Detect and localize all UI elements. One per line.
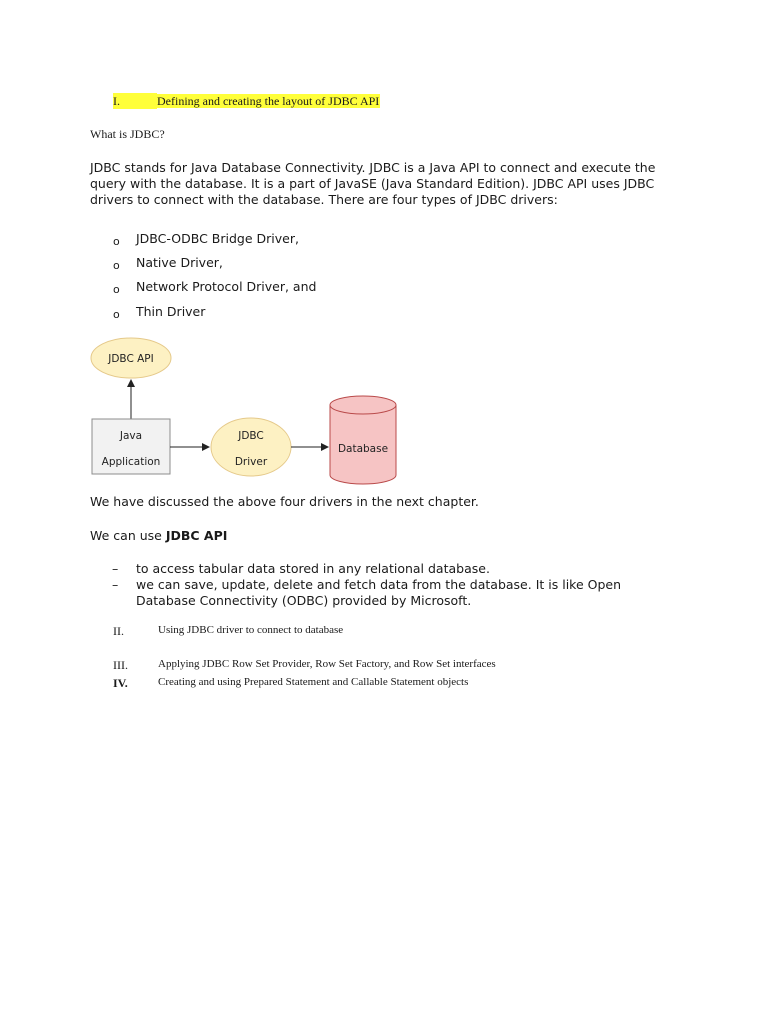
use-jdbc-bold: JDBC API xyxy=(165,528,228,543)
list-item: JDBC-ODBC Bridge Driver, xyxy=(136,231,299,246)
database-node xyxy=(330,396,396,484)
list-item: Native Driver, xyxy=(136,255,223,270)
java-application-label-line1: Java xyxy=(119,430,143,442)
list-item: we can save, update, delete and fetch data from the database. It is like Open xyxy=(136,577,622,592)
intro-paragraph: JDBC stands for Java Database Connectivity. JDBC is a Java API to connect and execute the query with the database. It is a part of JavaSE (Java Standard Edition). JDBC API uses JDBC drivers to connect with the database. There are four types of JDBC drivers: xyxy=(90,160,656,207)
list-item: Network Protocol Driver, and xyxy=(136,279,317,294)
database-label: Database xyxy=(337,443,389,455)
list-item-continued: Database Connectivity (ODBC) provided by Microsoft. xyxy=(136,593,472,608)
list-item: Thin Driver xyxy=(136,304,206,319)
heading-i-title: Defining and creating the layout of JDBC API xyxy=(157,94,380,108)
section-title: Using JDBC driver to connect to database xyxy=(158,624,344,636)
bullet-marker: o xyxy=(113,235,120,248)
list-item: to access tabular data stored in any relational database. xyxy=(136,561,490,576)
java-application-label-line2: Application xyxy=(101,456,161,468)
use-jdbc-prefix: We can use xyxy=(90,528,166,543)
jdbc-driver-label-line1: JDBC xyxy=(238,430,264,442)
jdbc-api-label: JDBC API xyxy=(108,353,154,365)
bullet-marker: o xyxy=(113,259,120,272)
section-title: Applying JDBC Row Set Provider, Row Set Factory, and Row Set interfaces xyxy=(158,658,496,670)
heading-i-numeral: I. xyxy=(113,93,157,109)
section-numeral: III. xyxy=(113,658,128,672)
what-is-jdbc: What is JDBC? xyxy=(90,127,165,141)
jdbc-driver-label-line2: Driver xyxy=(234,456,268,468)
section-title: Creating and using Prepared Statement and Callable Statement objects xyxy=(158,676,469,688)
dash-marker: – xyxy=(112,561,119,576)
discussed-line: We have discussed the above four drivers in the next chapter. xyxy=(90,494,479,509)
dash-marker: – xyxy=(112,577,119,592)
bullet-marker: o xyxy=(113,308,120,321)
section-numeral: IV. xyxy=(113,676,128,690)
bullet-marker: o xyxy=(113,283,120,296)
section-numeral: II. xyxy=(113,624,124,638)
use-jdbc-line xyxy=(90,528,227,544)
